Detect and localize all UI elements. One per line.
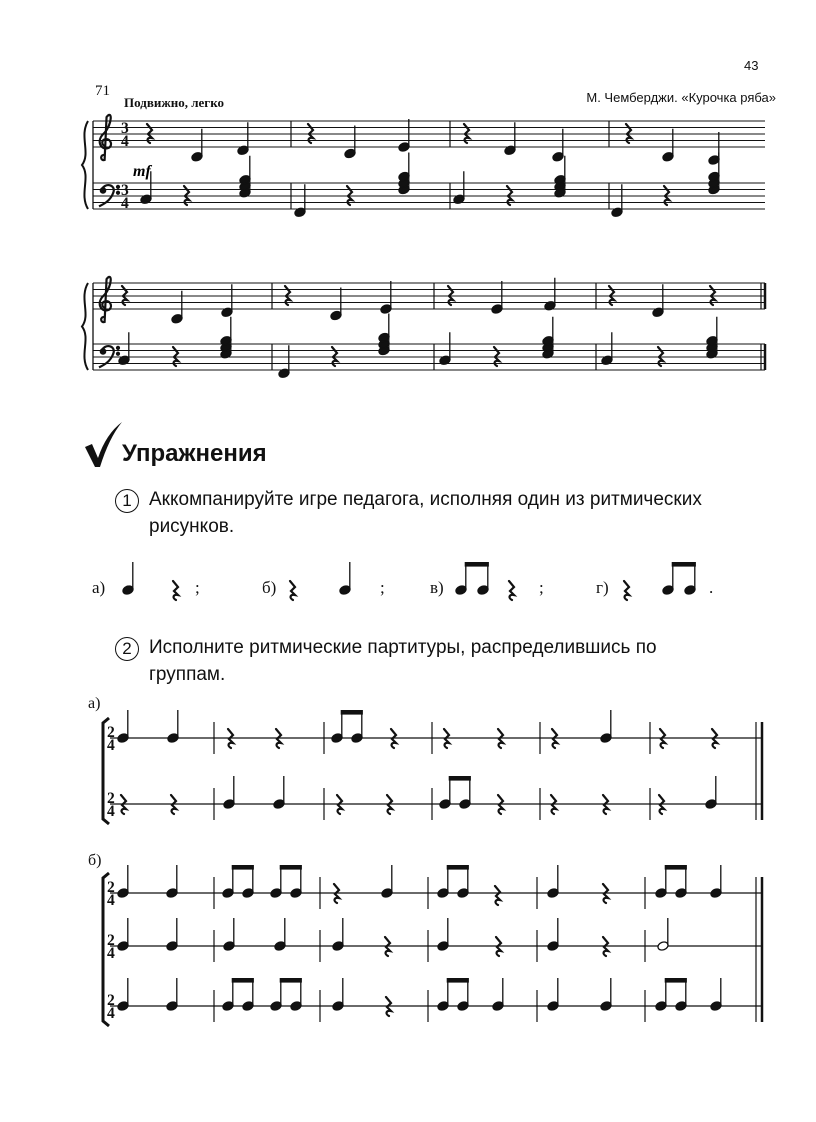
rhythm-option-a-label: а): [92, 578, 106, 597]
time-signature: 2: [107, 790, 115, 807]
score-b-label: б): [88, 852, 102, 869]
quarter-rest: [509, 581, 514, 600]
quarter-rest: [624, 581, 629, 600]
bass-clef-dot: [116, 352, 119, 355]
treble-clef: [100, 115, 111, 160]
exercise-1-text: Аккомпанируйте игре педагога, исполняя один из ритмических рисунков.: [149, 489, 702, 537]
rhythm-option-c-label: в): [430, 578, 444, 597]
quarter-rest: [290, 581, 295, 600]
beam: [449, 777, 470, 781]
exercises-heading: Упражнения: [122, 440, 267, 467]
quarter-rest: [495, 886, 500, 905]
time-signature: 4: [107, 945, 115, 962]
beam: [665, 979, 686, 983]
rhythm-option-d-label: г): [596, 578, 609, 597]
dynamic-marking: mf: [133, 163, 151, 180]
time-signature: 4: [107, 892, 115, 909]
rhythm-option-a-end: ;: [195, 578, 200, 597]
tempo-marking: Подвижно, легко: [124, 95, 225, 110]
time-signature: 4: [121, 195, 129, 212]
beam: [672, 563, 695, 567]
treble-clef: [100, 277, 111, 322]
beam: [280, 979, 301, 983]
rhythm-option-b-end: ;: [380, 578, 385, 597]
time-signature: 2: [107, 879, 115, 896]
time-signature: 2: [107, 724, 115, 741]
checkmark-icon: [82, 420, 124, 470]
beam: [665, 866, 686, 870]
beam: [232, 866, 253, 870]
exercise-2-text: Исполните ритмические партитуры, распределившись по группам.: [149, 637, 657, 685]
composer-title: М. Чемберджи. «Курочка ряба»: [586, 90, 776, 105]
score-a-label: а): [88, 695, 101, 712]
beam: [465, 563, 488, 567]
beam: [232, 979, 253, 983]
beam: [280, 866, 301, 870]
brace: [82, 121, 88, 209]
rhythm-option-d-end: .: [709, 578, 714, 597]
exercise-1-number: 1: [115, 489, 139, 513]
time-signature: 2: [107, 932, 115, 949]
beam: [447, 979, 468, 983]
bass-clef-dot: [100, 188, 106, 194]
page-number: 43: [744, 58, 759, 73]
time-signature: 4: [107, 737, 115, 754]
rhythm-option-b-label: б): [262, 578, 277, 597]
bass-clef-dot: [116, 191, 119, 194]
time-signature: 3: [121, 182, 129, 199]
bass-clef-dot: [116, 185, 119, 188]
brace: [82, 283, 88, 370]
piece-number: 71: [95, 83, 110, 99]
time-signature: 2: [107, 992, 115, 1009]
time-signature: 4: [107, 803, 115, 820]
rhythm-option-c-end: ;: [539, 578, 544, 597]
bass-clef-dot: [116, 346, 119, 349]
time-signature: 4: [107, 1005, 115, 1022]
beam: [447, 866, 468, 870]
quarter-rest: [173, 581, 178, 600]
beam: [341, 711, 362, 715]
time-signature: 4: [121, 133, 129, 150]
bass-clef-dot: [100, 349, 106, 355]
exercise-2-number: 2: [115, 637, 139, 661]
time-signature: 3: [121, 120, 129, 137]
